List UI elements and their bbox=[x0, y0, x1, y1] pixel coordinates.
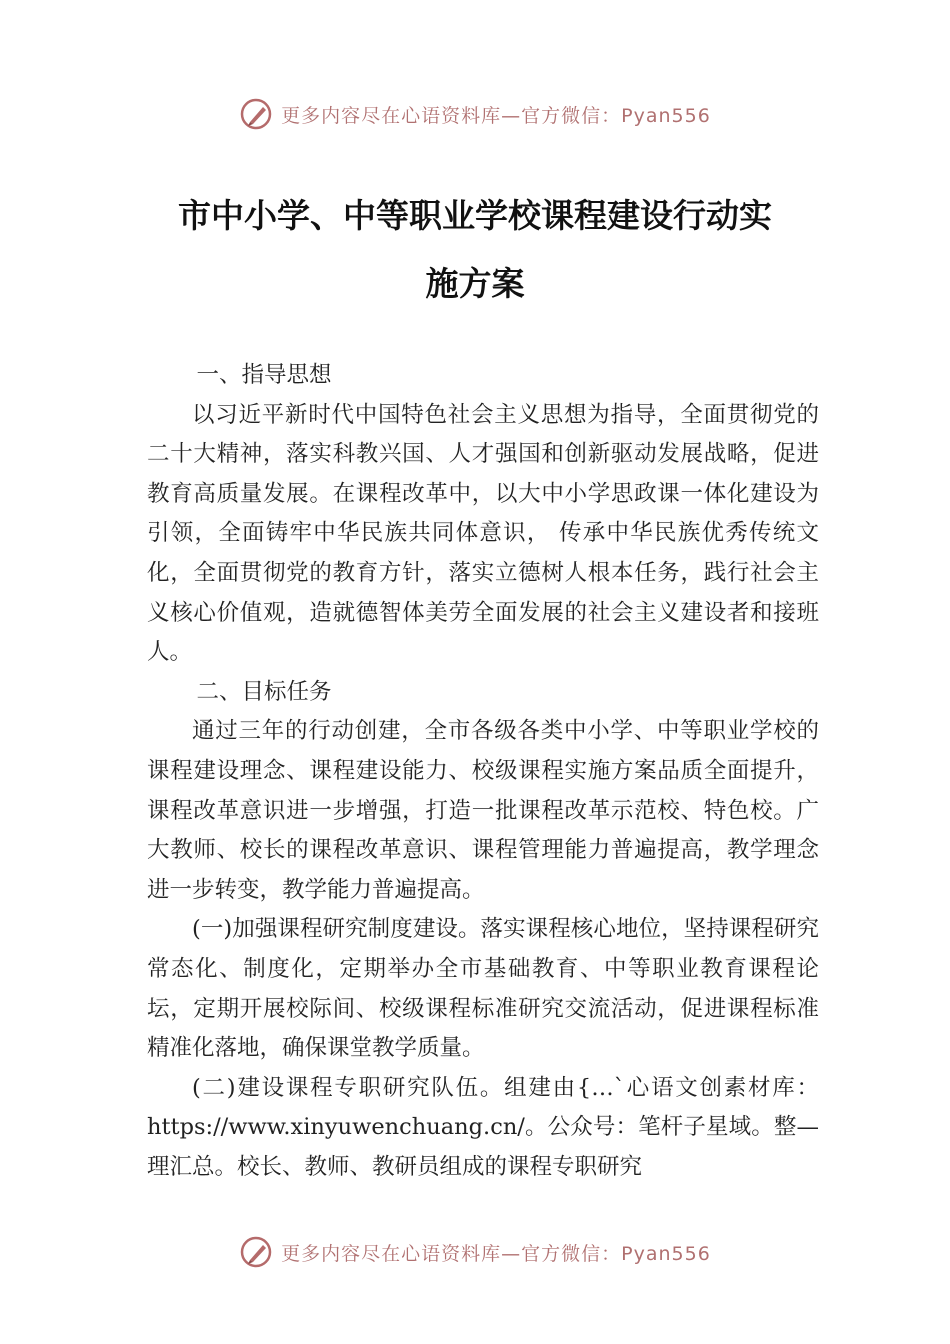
section-heading: 二、目标任务 bbox=[196, 678, 332, 705]
document-title-line-1: 市中小学、中等职业学校课程建设行动实 bbox=[178, 196, 772, 235]
watermark-text: 更多内容尽在心语资料库—官方微信：Pyan556 bbox=[281, 1242, 711, 1265]
document-title-line-2: 施方案 bbox=[425, 264, 525, 303]
body-paragraph: (一)加强课程研究制度建设。落实课程核心地位，坚持课程研究常态化、制度化，定期举办全市基础教育、中等职业教育课程论坛，定期开展校际间、校级课程标准研究交流活动，促进课程标准精准化落地，确保课堂教学质量。 bbox=[147, 916, 819, 1062]
header-watermark-banner bbox=[0, 94, 950, 134]
section-heading: 一、指导思想 bbox=[196, 362, 332, 388]
pen-logo-icon bbox=[239, 97, 273, 131]
body-paragraph: 通过三年的行动创建，全市各级各类中小学、中等职业学校的课程建设理念、课程建设能力、校级课程实施方案品质全面提升，课程改革意识进一步增强，打造一批课程改革示范校、特色校。广大教师、校长的课程改革意识、课程管理能力普遍提高，教学理念进一步转变，教学能力普遍提高。 bbox=[147, 718, 819, 903]
body-paragraph: (二)建设课程专职研究队伍。组建由{…`心语文创素材库：https://www.xinyuwenchuang.cn/。公众号：笔杆子星域。整—理汇总。校长、教师、教研员组成的课程专职研究 bbox=[147, 1074, 819, 1180]
watermark-text: 更多内容尽在心语资料库—官方微信：Pyan556 bbox=[281, 104, 711, 127]
pen-logo-icon bbox=[239, 1235, 273, 1269]
footer-watermark-banner bbox=[0, 1232, 950, 1272]
document-body bbox=[147, 356, 819, 1187]
body-paragraph: 以习近平新时代中国特色社会主义思想为指导，全面贯彻党的二十大精神，落实科教兴国、人才强国和创新驱动发展战略，促进教育高质量发展。在课程改革中，以大中小学思政课一体化建设为引领，全面铸牢中华民族共同体意识， 传承中华民族优秀传统文化，全面贯彻党的教育方针，落实立德树人根本任务，践行社会主义核心价值观，造就德智体美劳全面发展的社会主义建设者和接班人。 bbox=[147, 401, 819, 666]
